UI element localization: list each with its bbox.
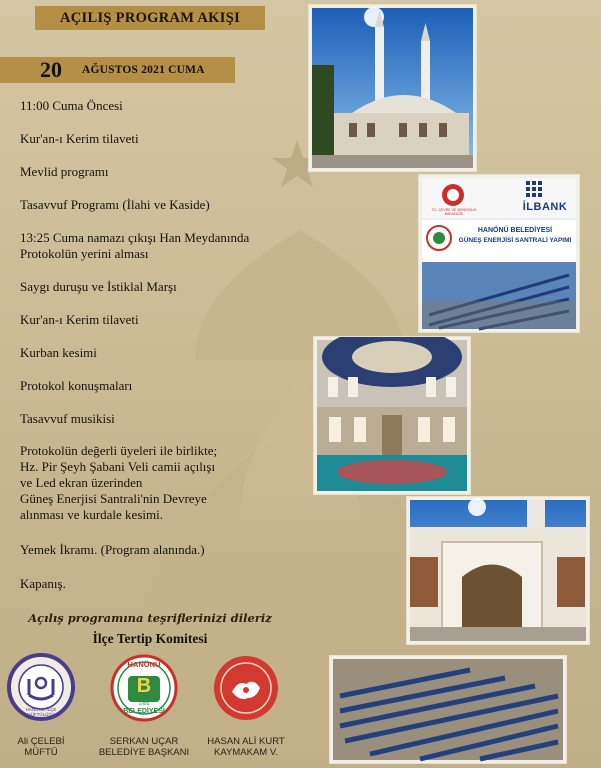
signature-title: MÜFTÜ [24, 747, 58, 758]
solar-field-photo [330, 656, 566, 763]
program-item: Protokolün yerini alması [20, 246, 149, 261]
program-item: Tasavvuf Programı (İlahi ve Kaside) [20, 197, 210, 212]
signature-name: HASAN ALİ KURT [207, 736, 285, 747]
signature-name: Ali ÇELEBİ [17, 736, 65, 747]
signature-name: SERKAN UÇAR [109, 736, 179, 747]
mosque-entrance-photo [407, 497, 589, 644]
governorship-logo [212, 654, 280, 722]
program-item: Kapanış. [20, 576, 66, 591]
program-item: 11:00 Cuma Öncesi [20, 98, 123, 113]
program-title: AÇILIŞ PROGRAM AKIŞI [35, 6, 265, 30]
program-item: Protokolün değerli üyeleri ile birlikte; [20, 443, 218, 458]
program-item: Mevlid programı [20, 164, 109, 179]
billboard-org-right: İLBANK [522, 201, 568, 213]
billboard-line1: HANÖNÜ BELEDİYESİ [477, 227, 553, 234]
program-item: 13:25 Cuma namazı çıkışı Han Meydanında [20, 230, 250, 245]
municipality-name-top: HANÖNÜ [127, 660, 161, 669]
signature-governor [196, 736, 296, 758]
mufti-logo-ring-text: HANÖNÜ İLÇE MÜFTÜLÜĞÜ [25, 707, 57, 717]
program-item: Hz. Pir Şeyh Şabani Veli camii açılışı [20, 459, 216, 474]
program-item: Kur'an-ı Kerim tilaveti [20, 312, 139, 327]
signature-title: BELEDİYE BAŞKANI [98, 747, 190, 758]
invitation-text: Açılış programına teşriflerinizi dileriz [28, 611, 272, 625]
program-item: Tasavvuf musikisi [20, 411, 115, 426]
program-item: Kur'an-ı Kerim tilaveti [20, 131, 139, 146]
billboard-line2: GÜNEŞ ENERJİSİ SANTRALİ YAPIMI [458, 237, 572, 244]
signature-mufti [0, 736, 82, 758]
date-day: 20 [40, 57, 62, 82]
municipality-logo [110, 654, 178, 722]
mosque-exterior-photo [309, 5, 476, 171]
program-item: Kurban kesimi [20, 345, 97, 360]
committee-title: İlçe Tertip Komitesi [92, 631, 208, 646]
program-item: ve Led ekran üzerinden [20, 475, 143, 490]
program-item: Yemek İkramı. (Program alanında.) [20, 542, 205, 557]
ilbank-logo-icon [526, 181, 542, 197]
mufti-office-logo [7, 653, 75, 721]
program-item: alınması ve kurdale kesimi. [20, 507, 163, 522]
signature-title: KAYMAKAM V. [214, 747, 278, 758]
program-item: Protokol konuşmaları [20, 378, 133, 393]
municipality-letter: B [136, 675, 152, 697]
date-month-year: AĞUSTOS 2021 CUMA [82, 64, 205, 76]
signature-mayor [94, 736, 194, 758]
municipality-name-bottom: BELEDİYESİ [123, 708, 165, 715]
mosque-interior-photo [314, 337, 470, 494]
billboard-org-left: T.C. ÇEVRE VE ŞEHİRCİLİK BAKANLIĞI [431, 208, 477, 216]
solar-plant-billboard-photo [419, 175, 579, 332]
municipality-year: 1985 [138, 701, 150, 707]
program-item: Güneş Enerjisi Santrali'nin Devreye [20, 491, 207, 506]
program-item: Saygı duruşu ve İstiklal Marşı [20, 279, 177, 294]
